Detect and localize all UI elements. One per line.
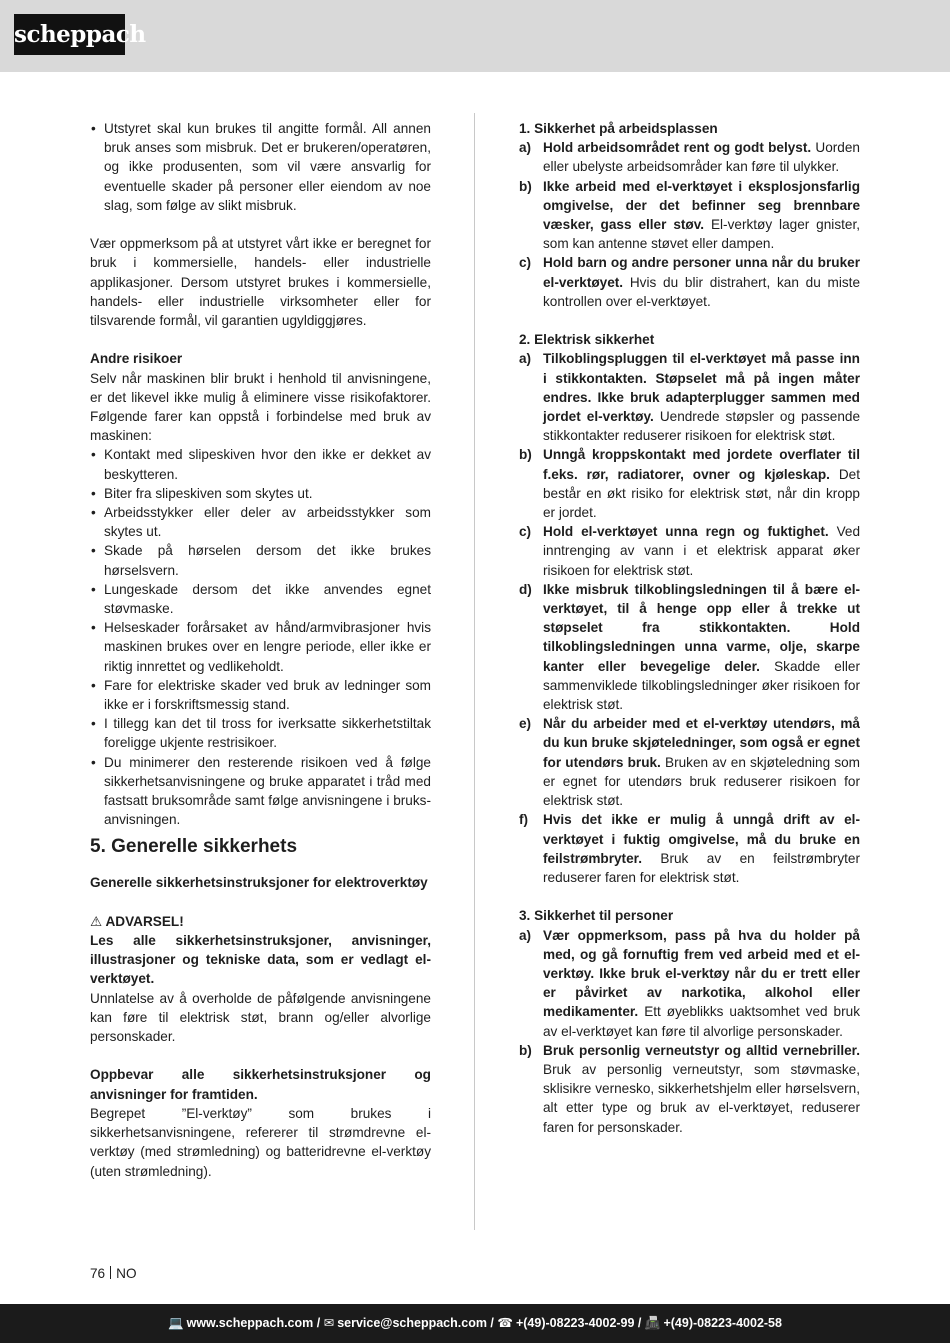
- item-text: Det består en økt risiko for elektrisk støt, når din kropp er jordet.: [543, 466, 860, 521]
- keep-instructions-text: Begrepet ”El-verktøy” som brukes i sikkerhetsanvisningene, refererer til strømdrevne el-verktøy (med strømledning) og batteridrevne el-verktøy (uten strømledning).: [90, 1105, 431, 1179]
- list-item: [519, 445, 860, 522]
- fax-icon: 📠: [644, 1316, 661, 1330]
- column-divider: [474, 113, 475, 1230]
- list-item: • Du minimerer den resterende risikoen ved å følge sikkerhetsanvisningene og bruke apparatet i tråd med fastsatt bruksområde samt følge anvisningene i bruks-anvisningen.: [90, 753, 431, 830]
- item-bold: Hold arbeidsområdet rent og godt belyst.: [543, 140, 812, 156]
- list-item: • Biter fra slipeskiven som skytes ut.: [90, 484, 431, 503]
- scheppach-logo: scheppach: [14, 14, 125, 55]
- item-marker: a): [519, 140, 532, 156]
- header-bar: [0, 0, 950, 72]
- item-marker: a): [519, 351, 532, 367]
- section-title: 2. Elektrisk sikkerhet: [519, 332, 655, 348]
- list-item: [519, 253, 860, 311]
- item-bold: Hold barn og andre personer unna når du bruker el-verktøyet.: [543, 255, 860, 290]
- item-text: Skadde eller sammenviklede tilkoblingsledninger øker risikoen for elektrisk støt.: [543, 658, 860, 713]
- item-marker: b): [519, 447, 532, 463]
- phone-number: +(49)-08223-4002-99 /: [515, 1316, 642, 1330]
- item-text: Bruk av en feilstrømbryter reduserer faren for elektrisk støt.: [543, 850, 860, 885]
- item-text: Hvis du blir distrahert, kan du miste kontrollen over el-verktøyet.: [543, 274, 861, 309]
- keep-instructions-bold: Oppbevar alle sikkerhetsinstruksjoner og anvisninger for framtiden.: [90, 1067, 431, 1102]
- item-text: Uendrede støpsler og passende stikkontakter reduserer risikoen for elektrisk støt.: [543, 409, 861, 444]
- right-column: [519, 119, 860, 1137]
- item-text: Ett øyeblikks uaktsomhet ved bruk av el-verktøyet kan føre til alvorlige personskader.: [543, 1004, 861, 1039]
- item-marker: a): [519, 927, 532, 943]
- item-bold: Bruk personlig verneutstyr og alltid vernebriller.: [543, 1042, 860, 1058]
- page-number: [90, 1265, 137, 1283]
- item-marker: b): [519, 178, 532, 194]
- item-marker: b): [519, 1042, 532, 1058]
- list-item: • I tillegg kan det til tross for iverksatte sikkerhetstiltak foreligge ukjente restrisikoer.: [90, 714, 431, 752]
- website-link[interactable]: www.scheppach.com /: [186, 1316, 321, 1330]
- list-item: • Arbeidsstykker eller deler av arbeidsstykker som skytes ut.: [90, 503, 431, 541]
- item-bold: Hvis det ikke er mulig å unngå drift av el-verktøyet i fuktig omgivelse, må du bruke en feilstrømbryter.: [543, 812, 860, 866]
- risks-title: Andre risikoer: [90, 351, 183, 367]
- item-text: Bruk av personlig verneutstyr, som støvmaske, sklisikre vernesko, sikkerhetshjelm eller hørselsvern, alt etter type og bruk av el-verktøyet, reduserer faren for personskader.: [543, 1061, 860, 1135]
- item-bold: Tilkoblingspluggen til el-verktøyet må passe inn i stikkontakten. Støpselet må på ingen måter endres. Ikke bruk adapterplugger sammen med jordet el-verktøy.: [543, 351, 860, 425]
- page-separator: [110, 1266, 111, 1279]
- commercial-notice: Vær oppmerksom på at utstyret vårt ikke er beregnet for bruk i kommersielle, handels- eller industrielle applikasjoner. Dersom utstyret brukes i kommersielle, handels- eller industrielle virksomheter eller for tilsvarende formål, vil garantien ugyldiggjøres.: [90, 236, 431, 329]
- warning-bold: Les alle sikkerhetsinstruksjoner, anvisninger, illustrasjoner og tekniske data, som er vedlagt el-verktøyet.: [90, 933, 431, 987]
- item-bold: Unngå kroppskontakt med jordete overflater til f.eks. rør, radiatorer, ovner og kjøleskap.: [543, 447, 860, 482]
- list-item: [519, 1041, 860, 1137]
- left-column: [90, 119, 431, 1181]
- section-title: 1. Sikkerhet på arbeidsplassen: [519, 121, 718, 136]
- item-text: Bruken av en skjøteledning som er egnet for utendørs bruk reduserer risikoen for elektrisk støt.: [543, 754, 861, 809]
- section-title: 5. Generelle sikkerhets: [90, 836, 298, 858]
- warning-text: Unnlatelse av å overholde de påfølgende anvisningene kan føre til elektrisk støt, brann og/eller alvorlige personskader.: [90, 990, 431, 1045]
- item-bold: Ikke misbruk tilkoblingsledningen til å bære el-verktøyet, til å henge opp eller å trekke ut støpselet fra stikkontakten. Hold tilkoblingsledningen unna varme, olje, skarpe kanter eller bevegelige deler.: [543, 581, 860, 674]
- list-item: • Helseskader forårsaket av hånd/armvibrasjoner hvis maskinen brukes over en lengre periode, eller ikke er riktig innrettet og vedlikeholdt.: [90, 618, 431, 676]
- item-text: Ved inntrenging av vann i et elektrisk apparat øker risikoen for elektrisk støt.: [543, 524, 860, 578]
- item-marker: e): [519, 716, 532, 732]
- list-item: • Skade på hørselen dersom det ikke brukes hørselsvern.: [90, 541, 431, 579]
- list-item: • Kontakt med slipeskiven hvor den ikke er dekket av beskytteren.: [90, 445, 431, 483]
- risks-intro: Selv når maskinen blir brukt i henhold til anvisningene, er det likevel ikke mulig å eliminere visse risikofaktorer. Følgende farer kan oppstå i forbindelse med bruk av maskinen:: [90, 370, 431, 444]
- computer-icon: 💻: [168, 1316, 184, 1330]
- list-item: • Utstyret skal kun brukes til angitte formål. All annen bruk anses som misbruk. Det er brukeren/operatøren, og ikke produsenten, som vil være ansvarlig for eventuelle skader på personer eller eiendom av noe slag, som følge av slikt misbruk.: [90, 119, 431, 215]
- email-link[interactable]: service@scheppach.com /: [337, 1316, 494, 1330]
- subsection-title: Generelle sikkerhetsinstruksjoner for elektroverktøy: [90, 875, 428, 891]
- item-text: El-verktøy lager gnister, som kan antenne støvet eller dampen.: [543, 217, 861, 252]
- item-text: Uorden eller ubelyste arbeidsområder kan føre til ulykker.: [543, 140, 860, 175]
- item-marker: f): [519, 812, 529, 828]
- item-marker: c): [519, 524, 532, 540]
- phone-icon: ☎: [497, 1316, 513, 1330]
- list-item: [519, 580, 860, 714]
- list-item: [519, 349, 860, 445]
- list-item: [519, 926, 860, 1041]
- item-bold: Hold el-verktøyet unna regn og fuktighet.: [543, 524, 829, 540]
- list-item: [519, 177, 860, 254]
- item-marker: d): [519, 581, 532, 597]
- list-item: [519, 810, 860, 887]
- list-item: • Lungeskade dersom det ikke anvendes egnet støvmaske.: [90, 580, 431, 618]
- item-bold: Vær oppmerksom, pass på hva du holder på med, og gå fornuftig frem ved arbeid med et el-verktøy. Ikke bruk el-verktøy når du er trett eller er påvirket av narkotika, alkohol eller medikamenter.: [543, 927, 860, 1020]
- item-bold: Ikke arbeid med el-verktøyet i eksplosjonsfarlig omgivelse, der det befinner seg brennbare væsker, gass eller støv.: [543, 178, 860, 233]
- contact-bar: [0, 1304, 950, 1343]
- section-title: 3. Sikkerhet til personer: [519, 908, 674, 924]
- page-number-value: 76: [90, 1266, 106, 1281]
- item-marker: c): [519, 255, 532, 271]
- mail-icon: ✉: [323, 1316, 335, 1330]
- list-item: [519, 138, 860, 176]
- fax-number: +(49)-08223-4002-58: [663, 1316, 782, 1330]
- list-item: [519, 522, 860, 580]
- list-item: • Fare for elektriske skader ved bruk av ledninger som ikke er i forskriftsmessig stand.: [90, 676, 431, 714]
- language-code: NO: [116, 1266, 137, 1281]
- list-item: [519, 714, 860, 810]
- warning-label: ⚠ ADVARSEL!: [90, 913, 184, 929]
- item-bold: Når du arbeider med et el-verktøy utendørs, må du kun bruke skjøteledninger, som også er egnet for utendørs bruk.: [543, 716, 860, 770]
